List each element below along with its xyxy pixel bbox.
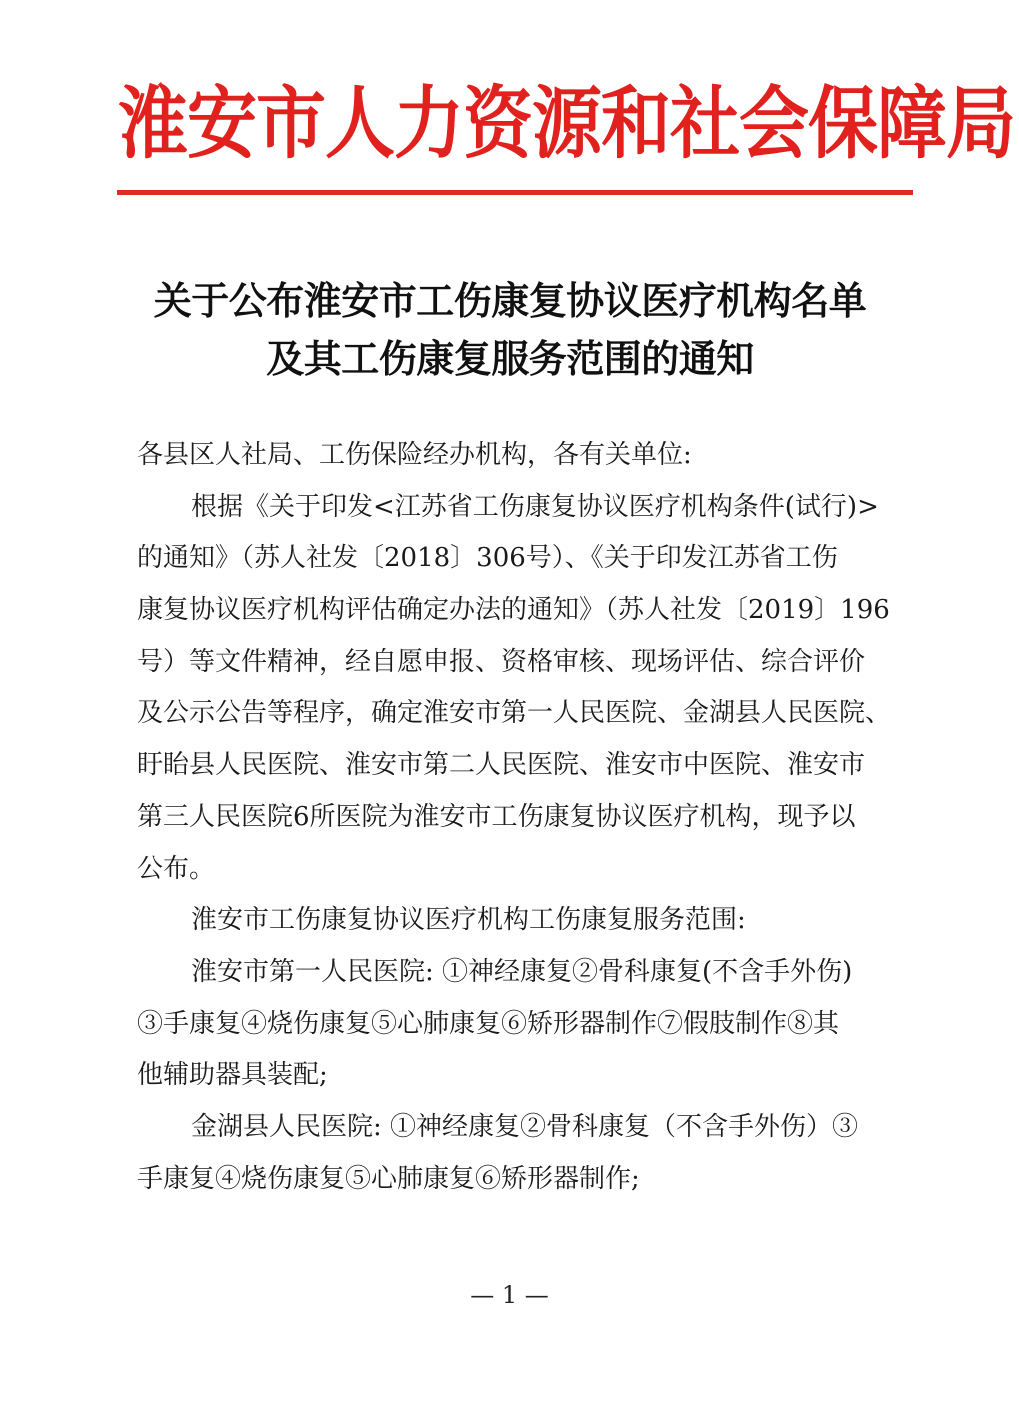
agency-letterhead: 淮安市人力资源和社会保障局 xyxy=(118,76,1015,170)
title-line-1: 关于公布淮安市工伤康复协议医疗机构名单 xyxy=(153,279,867,323)
section-heading: 淮安市工伤康复协议医疗机构工伤康复服务范围: xyxy=(191,905,746,936)
salutation: 各县区人社局、工伤保险经办机构，各有关单位: xyxy=(137,440,692,470)
body-line: 盱眙县人民医院、淮安市第二人民医院、淮安市中医院、淮安市 xyxy=(137,750,866,781)
body-line: 第三人民医院6所医院为淮安市工伤康复协议医疗机构，现予以 xyxy=(137,801,856,832)
red-divider-line xyxy=(117,190,913,195)
body-line: 淮安市第一人民医院: ①神经康复②骨科康复(不含手外伤) xyxy=(191,956,853,987)
body-line: 公布。 xyxy=(137,853,216,884)
title-line-2: 及其工伤康复服务范围的通知 xyxy=(266,337,754,381)
page-number: — 1 — xyxy=(470,1281,549,1309)
body-line: 及公示公告等程序，确定淮安市第一人民医院、金湖县人民医院、 xyxy=(137,698,892,729)
body-line: 号）等文件精神，经自愿申报、资格审核、现场评估、综合评价 xyxy=(137,646,866,677)
document-title xyxy=(120,272,900,388)
document-body xyxy=(137,430,917,1205)
body-line: 他辅助器具装配; xyxy=(137,1060,328,1091)
body-line: 手康复④烧伤康复⑤心肺康复⑥矫形器制作; xyxy=(137,1163,640,1194)
body-line: 康复协议医疗机构评估确定办法的通知》（苏人社发〔2019〕196 xyxy=(137,595,890,626)
body-line: 的通知》（苏人社发〔2018〕306号）、《关于印发江苏省工伤 xyxy=(137,543,838,574)
body-line: ③手康复④烧伤康复⑤心肺康复⑥矫形器制作⑦假肢制作⑧其 xyxy=(137,1008,840,1039)
body-line: 根据《关于印发<江苏省工伤康复协议医疗机构条件(试行)> xyxy=(191,491,879,522)
body-line: 金湖县人民医院: ①神经康复②骨科康复（不含手外伤）③ xyxy=(191,1111,859,1142)
